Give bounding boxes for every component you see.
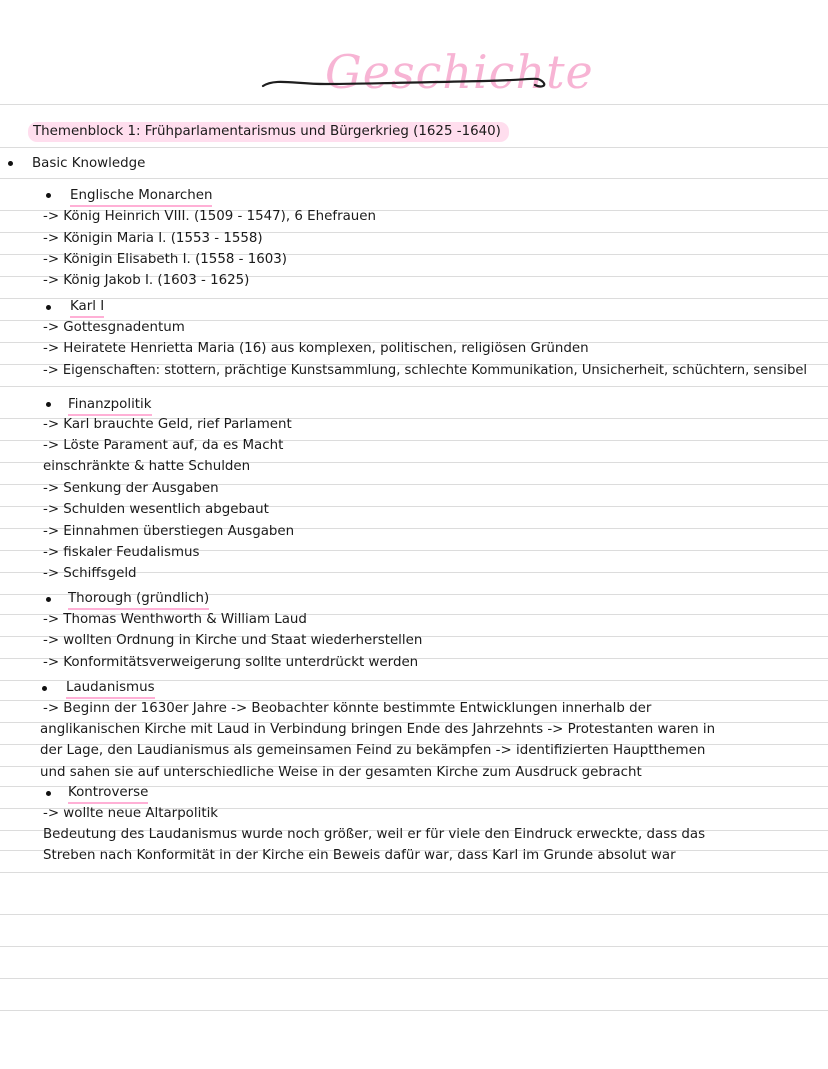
bullet-dot: [46, 402, 51, 407]
section-label-thorough: Thorough (gründlich): [68, 590, 209, 610]
bullet-dot: [46, 193, 51, 198]
paragraph-line: -> wollte neue Altarpolitik: [43, 806, 219, 821]
list-line: -> fiskaler Feudalismus: [43, 545, 200, 560]
paragraph-line: der Lage, den Laudianismus als gemeinsamen Feind zu bekämpfen -> identifizierten Hauptthemen: [40, 743, 706, 758]
list-line: einschränkte & hatte Schulden: [43, 459, 251, 474]
section-label-englische-monarchen: Englische Monarchen: [70, 187, 212, 207]
list-line: -> Konformitätsverweigerung sollte unterdrückt werden: [43, 655, 419, 670]
list-line: -> Thomas Wenthworth & William Laud: [43, 612, 307, 627]
list-line: -> König Heinrich VIII. (1509 - 1547), 6 Ehefrauen: [43, 209, 377, 224]
paragraph-line: und sahen sie auf unterschiedliche Weise in der gesamten Kirche zum Ausdruck gebracht: [40, 765, 642, 780]
paragraph-line: Bedeutung des Laudanismus wurde noch größer, weil er für viele den Eindruck erweckte, dass das: [43, 827, 706, 842]
list-line: -> wollten Ordnung in Kirche und Staat wiederherstellen: [43, 633, 423, 648]
bullet-dot: [46, 305, 51, 310]
list-line: -> Schulden wesentlich abgebaut: [43, 502, 269, 517]
list-line: -> Senkung der Ausgaben: [43, 481, 219, 496]
section-label-kontroverse: Kontroverse: [68, 784, 148, 804]
list-line: -> Karl brauchte Geld, rief Parlament: [43, 417, 292, 432]
list-line: -> Schiffsgeld: [43, 566, 137, 581]
section-label-finanzpolitik: Finanzpolitik: [68, 396, 152, 416]
section-label-laudanismus: Laudanismus: [66, 679, 155, 699]
bullet-dot: [46, 791, 51, 796]
title-pink-lettering: Geschichte: [325, 45, 594, 99]
paragraph-line: anglikanischen Kirche mit Laud in Verbindung bringen Ende des Jahrzehnts -> Protestanten waren in: [40, 722, 716, 737]
themenblock-heading: Themenblock 1: Frühparlamentarismus und Bürgerkrieg (1625 -1640): [28, 122, 509, 142]
section-label-karl-i: Karl I: [70, 298, 104, 318]
list-line: -> Eigenschaften: stottern, prächtige Kunstsammlung, schlechte Kommunikation, Unsicherheit, schüchtern, sensibel: [43, 363, 808, 378]
paragraph-line: Streben nach Konformität in der Kirche ein Beweis dafür war, dass Karl im Grunde absolut war: [43, 848, 676, 863]
list-line: -> König Jakob I. (1603 - 1625): [43, 273, 250, 288]
list-line: -> Heiratete Henrietta Maria (16) aus komplexen, politischen, religiösen Gründen: [43, 341, 589, 356]
list-line: -> Einnahmen überstiegen Ausgaben: [43, 524, 295, 539]
list-line: -> Gottesgnadentum: [43, 320, 185, 335]
title-underline-stroke: [255, 40, 555, 112]
list-line: -> Königin Maria I. (1553 - 1558): [43, 231, 263, 246]
list-line: -> Königin Elisabeth I. (1558 - 1603): [43, 252, 288, 267]
bullet-dot: [42, 686, 47, 691]
list-line: -> Löste Parament auf, da es Macht: [43, 438, 284, 453]
paragraph-line: -> Beginn der 1630er Jahre -> Beobachter könnte bestimmte Entwicklungen innerhalb der: [43, 701, 652, 716]
bullet-dot: [8, 161, 13, 166]
bullet-dot: [46, 597, 51, 602]
page-title: [255, 40, 594, 112]
basic-knowledge-label: Basic Knowledge: [32, 156, 146, 171]
